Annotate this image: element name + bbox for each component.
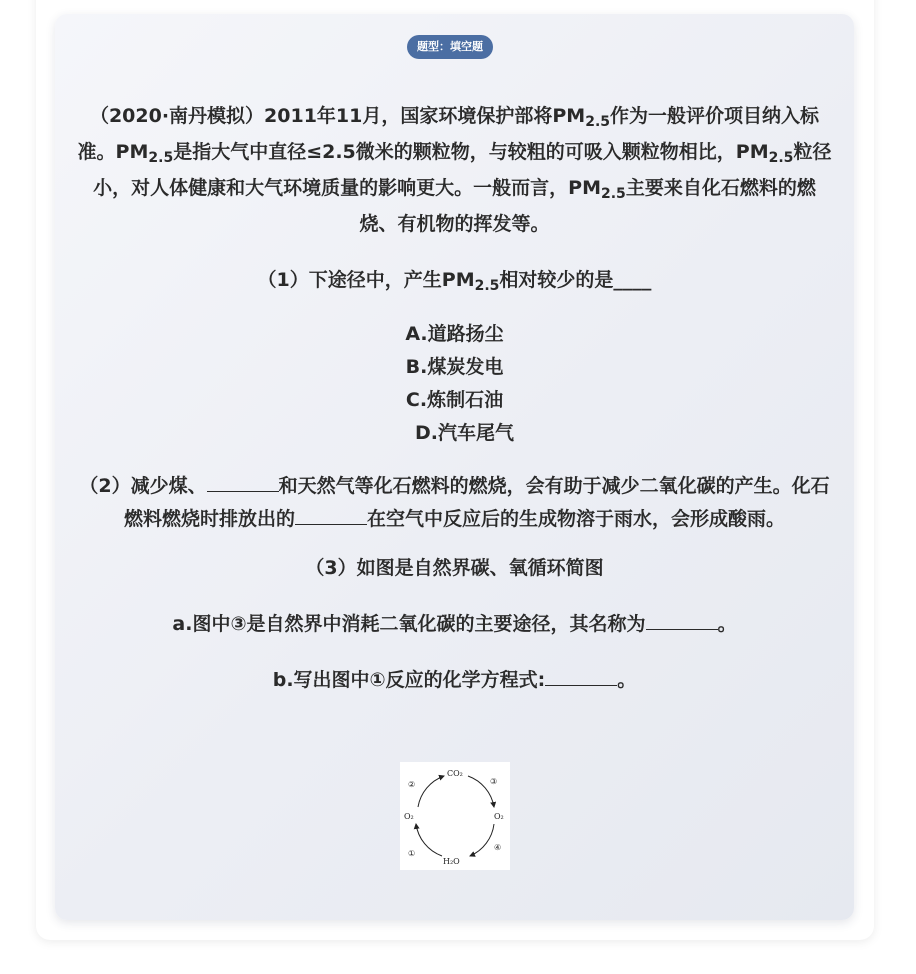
q1-options — [75, 318, 834, 450]
figure-label-co2: CO₂ — [447, 769, 463, 778]
question-card — [55, 14, 854, 920]
answer-blank[interactable] — [545, 665, 617, 686]
question-3: （3）如图是自然界碳、氧循环简图 — [305, 557, 604, 579]
q1-text-1: （1）下途径中，产生PM — [257, 269, 475, 291]
question-2 — [75, 470, 834, 536]
intro-text-3: 是指大气中直径≤2.5微米的颗粒物，与较粗的可吸入颗粒物相比，PM — [173, 141, 769, 163]
intro-sub-3: 2.5 — [768, 150, 794, 166]
question-3a — [75, 606, 834, 642]
question-intro — [75, 98, 834, 242]
figure-label-h2o: H₂O — [443, 857, 460, 866]
figure-label-3: ③ — [490, 777, 498, 786]
intro-text-5: 主要来自化石燃料的燃烧、有机物的挥发等。 — [359, 177, 816, 235]
answer-blank[interactable] — [295, 504, 367, 525]
figure-label-2: ② — [408, 780, 416, 789]
question-type-badge: 题型：填空题 — [407, 35, 493, 59]
q3b-text-2: 。 — [617, 669, 637, 691]
option-a: A.道路扬尘 — [405, 323, 504, 345]
figure-label-4: ④ — [494, 843, 502, 852]
q2-text-2: 和天然气等化石燃料的燃烧，会有助于减少二氧化碳的产生。化石燃料燃烧时排放出的 — [123, 475, 830, 530]
intro-text-4: 粒径小，对人体健康和大气环境质量的影响更大。一般而言，PM — [93, 141, 832, 199]
q1-sub: 2.5 — [474, 278, 500, 294]
answer-blank[interactable] — [207, 471, 279, 492]
q3a-text-2: 。 — [717, 613, 737, 635]
option-c: C.炼制石油 — [405, 389, 504, 411]
q2-text-3: 在空气中反应后的生成物溶于雨水，会形成酸雨。 — [367, 508, 786, 530]
intro-text-2: 作为一般评价项目纳入标准。PM — [77, 105, 820, 163]
intro-text-1: （2020·南丹模拟）2011年11月，国家环境保护部将PM — [89, 105, 586, 127]
question-3b — [75, 662, 834, 698]
figure-label-1: ① — [408, 849, 416, 858]
figure-label-o2-left: O₂ — [404, 812, 414, 821]
question-content — [75, 98, 834, 716]
q2-text-1: （2）减少煤、 — [79, 475, 207, 497]
carbon-oxygen-cycle-figure — [400, 762, 510, 870]
intro-sub-4: 2.5 — [601, 186, 626, 202]
intro-sub-2: 2.5 — [148, 150, 174, 166]
intro-sub-1: 2.5 — [585, 114, 611, 130]
q1-text-2: 相对较少的是____ — [499, 269, 652, 291]
option-b: B.煤炭发电 — [405, 356, 504, 378]
q3b-text-1: b.写出图中①反应的化学方程式: — [272, 669, 546, 691]
question-1 — [75, 262, 834, 298]
q3a-text-1: a.图中③是自然界中消耗二氧化碳的主要途径，其名称为 — [172, 613, 646, 635]
answer-blank[interactable] — [646, 609, 718, 630]
option-d: D.汽车尾气 — [415, 422, 514, 444]
figure-label-o2-right: O₂ — [494, 812, 504, 821]
